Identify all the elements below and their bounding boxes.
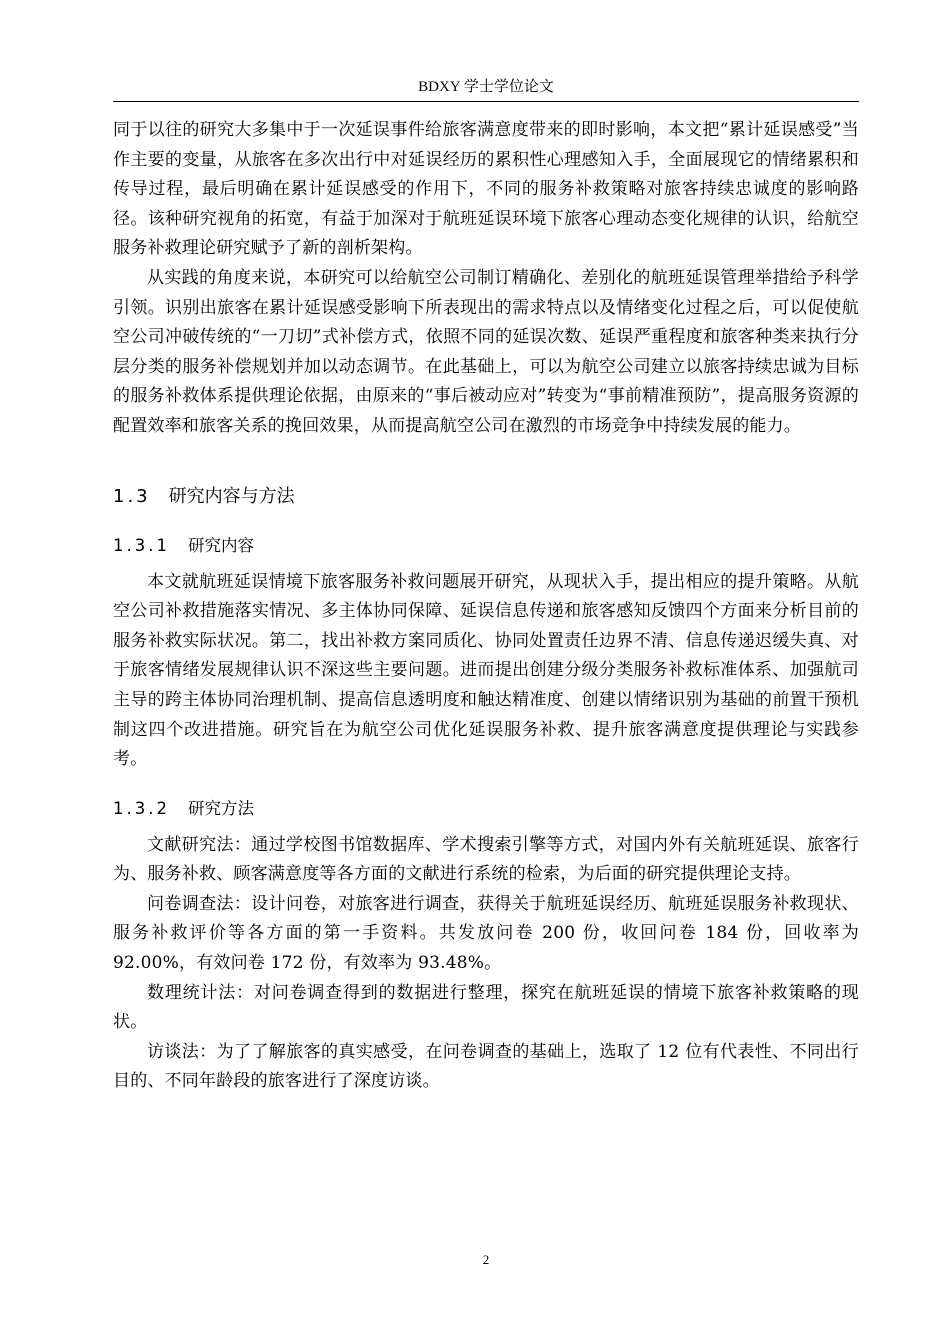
running-header: BDXY 学士学位论文 — [418, 79, 554, 95]
paragraph-research-content: 本文就航班延误情境下旅客服务补救问题展开研究，从现状入手，提出相应的提升策略。从航空公司补救措施落实情况、多主体协同保障、延误信息传递和旅客感知反馈四个方面来分析目前的服务补救实际状况。第二，找出补救方案同质化、协同处置责任边界不清、信息传递迟缓失真、对于旅客情绪发展规律认识不深这些主要问题。进而提出创建分级分类服务补救标准体系、加强航司主导的跨主体协同治理机制、提高信息透明度和触达精准度、创建以情绪识别为基础的前置干预机制这四个改进措施。研究旨在为航空公司优化延误服务补救、提升旅客满意度提供理论与实践参考。 — [113, 571, 859, 770]
subsection-number: 1.3.2 — [113, 798, 170, 818]
paragraph-literature-method: 文献研究法：通过学校图书馆数据库、学术搜索引擎等方式，对国内外有关航班延误、旅客行为、服务补救、顾客满意度等各方面的文献进行系统的检索，为后面的研究提供理论支持。 — [113, 834, 859, 885]
paragraph-questionnaire-method: 问卷调查法：设计问卷，对旅客进行调查，获得关于航班延误经历、航班延误服务补救现状、服务补救评价等各方面的第一手资料。共发放问卷 200 份，收回问卷 184 份，回收率为 92.00%，有效问卷 172 份，有效率为 93.48%。 — [113, 893, 859, 974]
paragraph-continued: 同于以往的研究大多集中于一次延误事件给旅客满意度带来的即时影响，本文把“累计延误感受”当作主要的变量，从旅客在多次出行中对延误经历的累积性心理感知入手，全面展现它的情绪累积和传导过程，最后明确在累计延误感受的作用下，不同的服务补救策略对旅客持续忠诚度的影响路径。该种研究视角的拓宽，有益于加深对于航班延误环境下旅客心理动态变化规律的认识，给航空服务补救理论研究赋予了新的剖析架构。 — [113, 120, 859, 259]
paragraph-practical-significance: 从实践的角度来说，本研究可以给航空公司制订精确化、差别化的航班延误管理举措给予科学引领。识别出旅客在累计延误感受影响下所表现出的需求特点以及情绪变化过程之后，可以促使航空公司冲破传统的“一刀切”式补偿方式，依照不同的延误次数、延误严重程度和旅客种类来执行分层分类的服务补偿规划并加以动态调节。在此基础上，可以为航空公司建立以旅客持续忠诚为目标的服务补救体系提供理论依据，由原来的“事后被动应对”转变为“事前精准预防”，提高服务资源的配置效率和旅客关系的挽回效果，从而提高航空公司在激烈的市场竞争中持续发展的能力。 — [113, 267, 859, 436]
subsection-number: 1.3.1 — [113, 535, 170, 555]
section-number: 1.3 — [113, 485, 151, 507]
subsection-title: 研究内容 — [187, 535, 254, 555]
section-heading — [113, 482, 859, 512]
header-rule — [113, 101, 859, 102]
paragraph-interview-method: 访谈法：为了了解旅客的真实感受，在问卷调查的基础上，选取了 12 位有代表性、不同出行目的、不同年龄段的旅客进行了深度访谈。 — [113, 1041, 859, 1092]
section-title: 研究内容与方法 — [168, 485, 295, 507]
subsection-heading-content — [113, 532, 859, 560]
page-body — [113, 116, 859, 1097]
paragraph-statistics-method: 数理统计法：对问卷调查得到的数据进行整理，探究在航班延误的情境下旅客补救策略的现状。 — [113, 982, 859, 1033]
subsection-title: 研究方法 — [187, 798, 254, 818]
page-number: 2 — [482, 1252, 490, 1267]
subsection-heading-methods — [113, 795, 859, 823]
